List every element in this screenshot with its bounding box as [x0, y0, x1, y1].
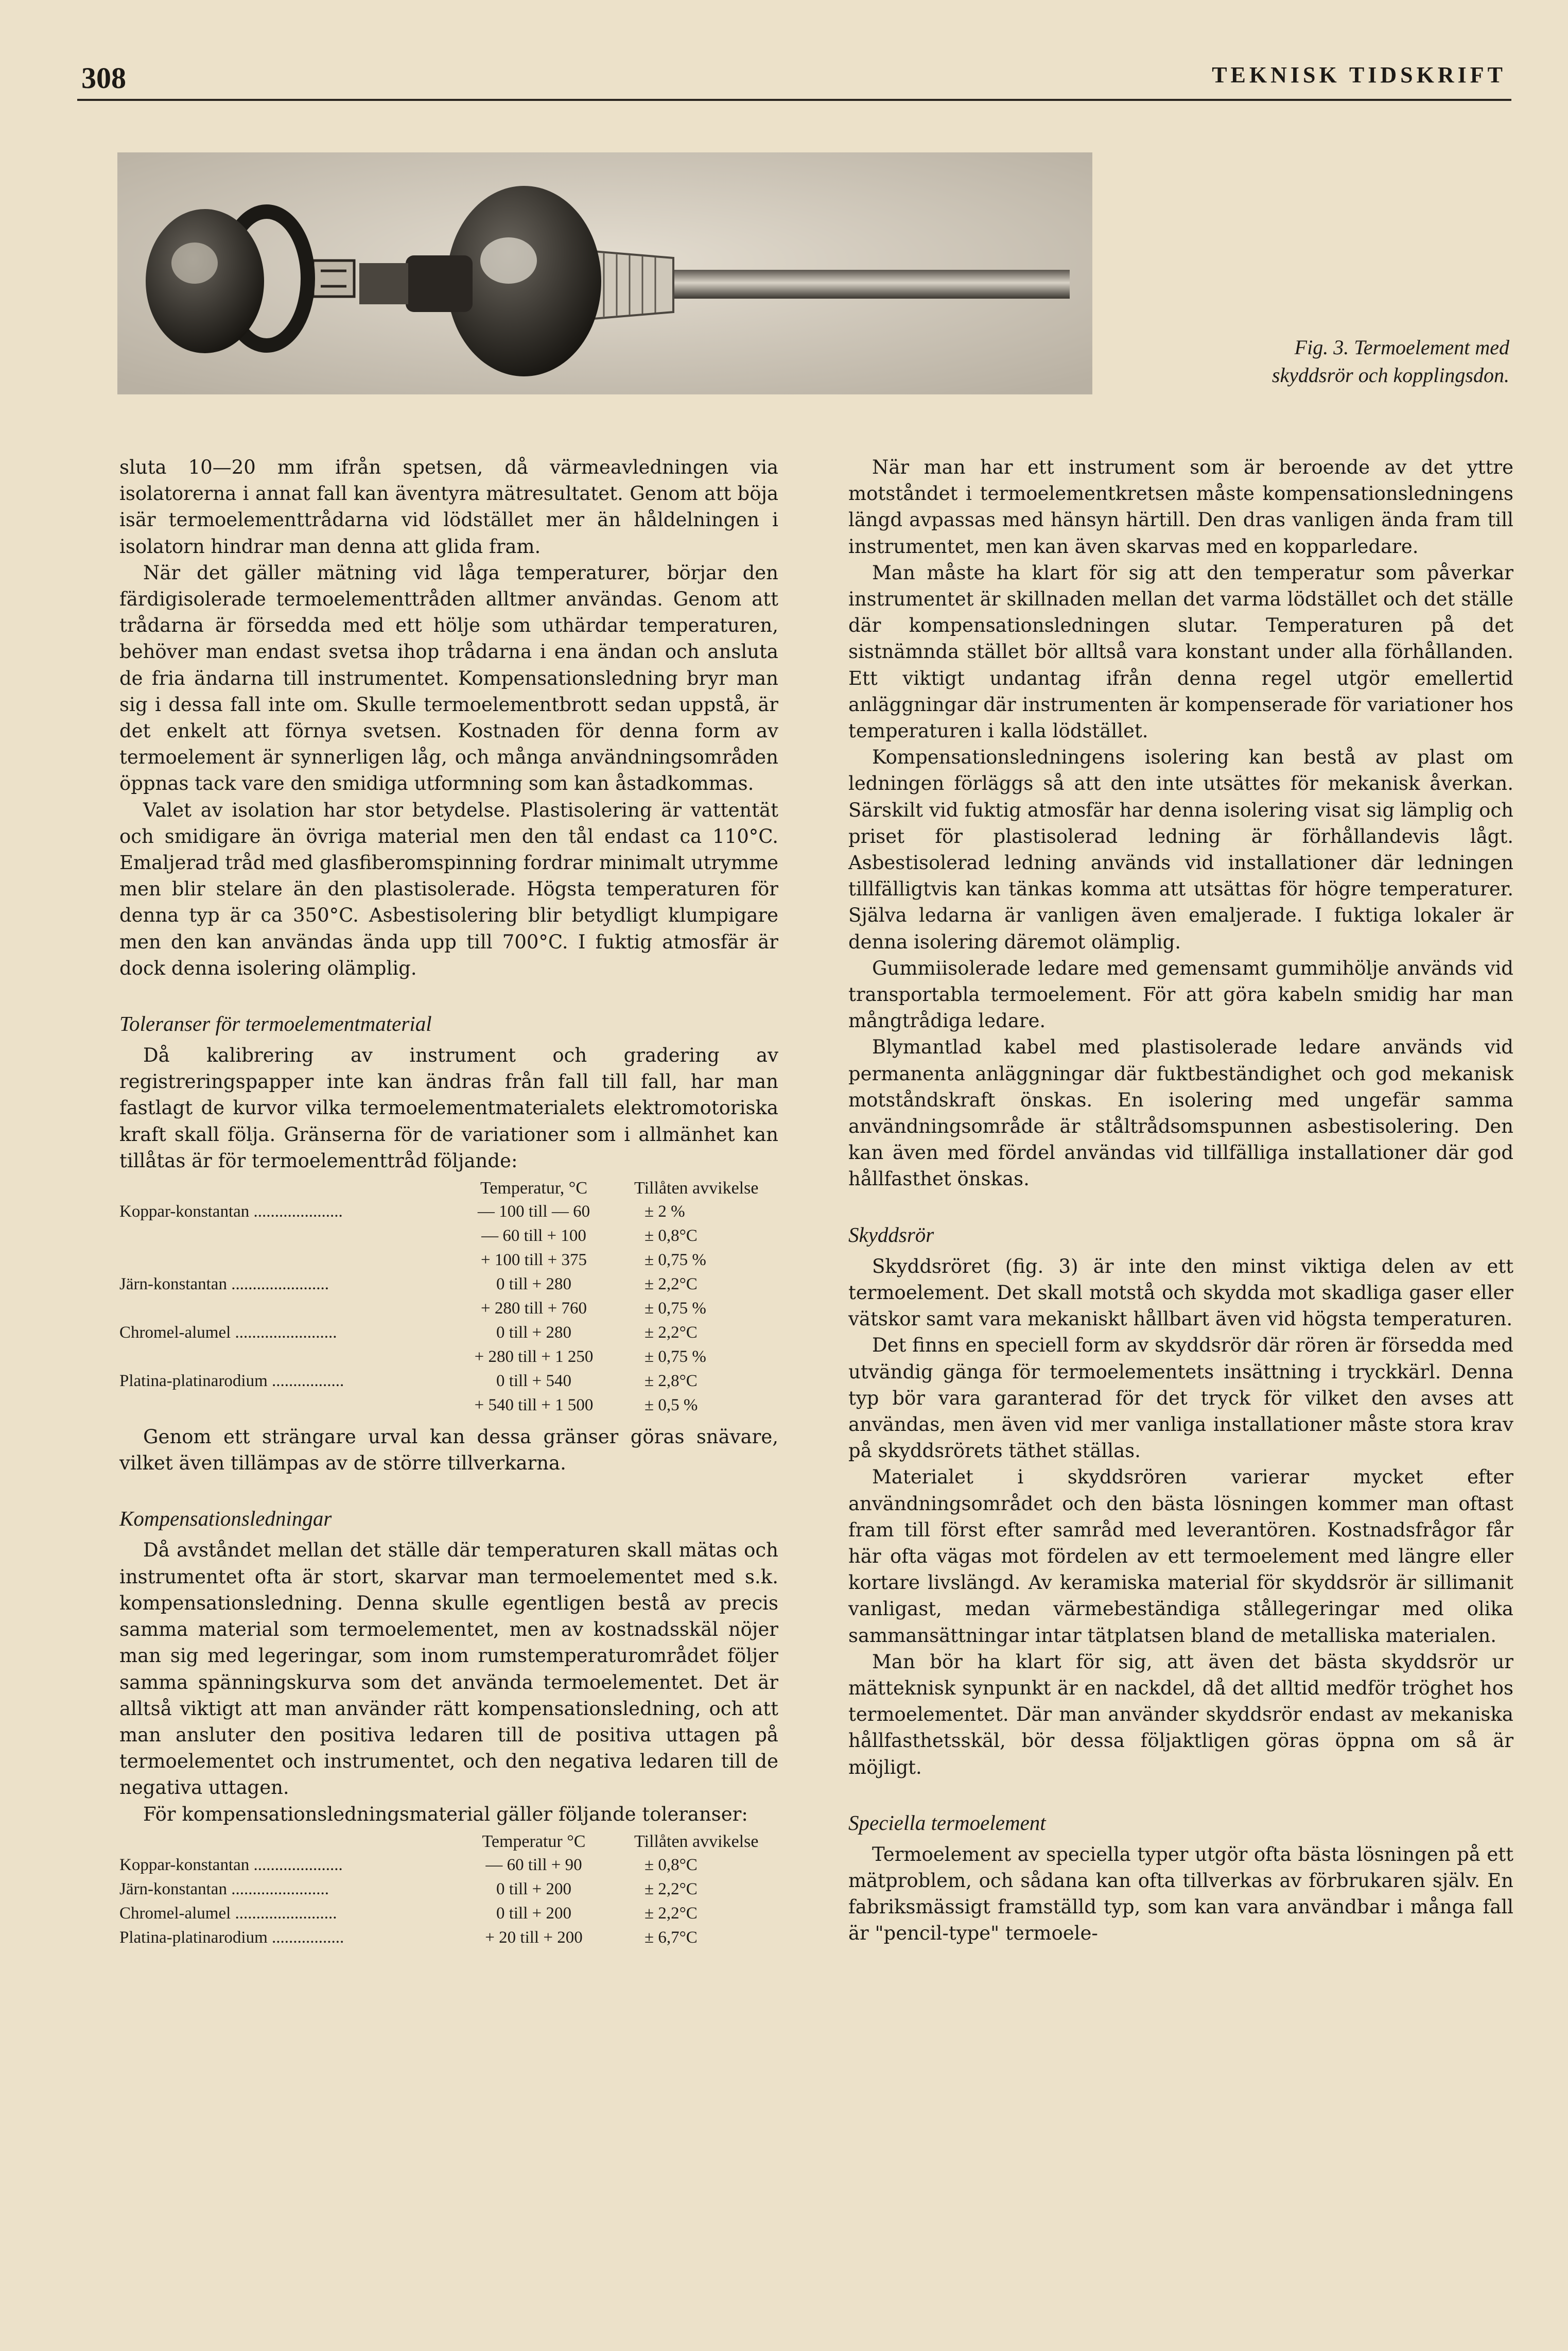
range-cell: 0 till + 200 [496, 1904, 572, 1923]
material-cell [119, 1248, 449, 1272]
range-cell: — 100 till — 60 [477, 1202, 590, 1221]
column-header-tolerance: Tillåten avvikelse [634, 1831, 759, 1851]
paragraph: Kompensationsledningens isolering kan bestå av plast om ledningen förläggs så att den inte utsättes för mekanisk åverkan. Särskilt vid fuktig atmosfär har denna isolering visat sig lämplig och priset för plastisolerad ledning är förhållandevis lågt. Asbestisolerad ledning används vid installationer där ledningen tillfälligtvis kan tänkas komma att utsättas för högre temperaturer. Själva ledarna är vanligen även emaljerade. I fuktiga lokaler är denna isolering däremot olämplig. [848, 746, 1513, 953]
section-heading: Speciella termoelement [848, 1810, 1046, 1835]
range-cell: 0 till + 540 [496, 1372, 572, 1391]
paragraph: När det gäller mätning vid låga temperaturer, börjar den färdigisolerade termoelementtråden alltmer användas. Genom att trådarna är försedda med ett hölje som uthärdar temperaturen, behöver man endast svetsa ihop trådarna i ena ändan och ansluta de fria ändarna till instrumentet. Kompensationsledning bryr man sig i dessa fall inte om. Skulle termoelementbrott sedan uppstå, är det enkelt att förnya svetsen. Kostnaden för denna form av termoelement är synnerligen låg, och många användningsområden öppnas tack vare den smidiga utformning som kan åstadkommas. [119, 561, 778, 795]
material-cell: Järn-konstantan ....................... [119, 1879, 329, 1898]
thermocouple-illustration [117, 152, 1092, 394]
column-header-temperature: Temperatur, °C [480, 1179, 588, 1198]
paragraph: När man har ett instrument som är beroende av det yttre motståndet i termoelementkretsen måste kompensationsledningens längd avpassas med hänsyn härtill. Den dras vanligen ända fram till instrumentet, men kan även skarvas med en kopparledare. [848, 456, 1513, 558]
journal-title: TEKNISK TIDSKRIFT [1212, 62, 1506, 88]
material-cell: Järn-konstantan ....................... [119, 1275, 329, 1294]
tolerance-cell: ± 6,7°C [644, 1928, 698, 1947]
range-cell: — 60 till + 100 [481, 1226, 586, 1246]
paragraph: Skyddsröret (fig. 3) är inte den minst viktiga delen av ett termoelement. Det skall motstå och skydda mot skadliga gaser eller vätskor samt vara mekaniskt hållbart även vid högsta temperaturen. [848, 1255, 1513, 1330]
material-cell [119, 1345, 449, 1369]
tolerance-cell: ± 0,8°C [644, 1226, 698, 1246]
table-header-row [119, 1833, 778, 1853]
paragraph: Valet av isolation har stor betydelse. Plastisolering är vattentät och smidigare än övriga material men den tål endast ca 110°C. Emaljerad tråd med glasfiberomspinning fordrar minimalt utrymme men blir stelare än den plastisolerade. Högsta temperaturen för denna typ är ca 350°C. Asbestisolering blir betydligt klumpigare men den kan användas ända upp till 700°C. I fuktig atmosfär är dock denna isolering olämplig. [119, 799, 778, 979]
tolerance-cell: ± 2 % [644, 1202, 685, 1221]
connector-block [406, 255, 473, 312]
table-row [119, 1853, 778, 1877]
figure-photo-thermocouple [117, 152, 1092, 394]
figure-caption-line: Fig. 3. Termoelement med [1294, 336, 1509, 359]
left-column [119, 454, 778, 1956]
column-header-tolerance: Tillåten avvikelse [634, 1179, 759, 1198]
range-cell: + 540 till + 1 500 [474, 1396, 594, 1415]
table-row [119, 1877, 778, 1901]
tolerance-cell: ± 2,8°C [644, 1372, 698, 1391]
range-cell: 0 till + 280 [496, 1323, 572, 1342]
range-cell: 0 till + 280 [496, 1275, 572, 1294]
tolerance-cell: ± 0,75 % [644, 1299, 706, 1318]
material-cell [119, 1296, 449, 1321]
paragraph: För kompensationsledningsmaterial gäller följande toleranser: [143, 1803, 748, 1825]
material-cell [119, 1224, 449, 1248]
paragraph: Genom ett strängare urval kan dessa gränser göras snävare, vilket även tillämpas av de större tillverkarna. [119, 1426, 778, 1475]
figure-caption-line: skyddsrör och kopplingsdon. [1271, 364, 1509, 387]
terminal [313, 261, 354, 297]
range-cell: + 280 till + 760 [481, 1299, 587, 1318]
paragraph: Det finns en speciell form av skyddsrör där rören är försedda med utvändig gänga för termoelementets insättning i tryckkärl. Denna typ bör vara garanterad för det tryck för vilket den avses att användas, men även vid mer vanliga installationer måste stora krav på skyddsrörets täthet ställas. [848, 1334, 1513, 1462]
tolerance-cell: ± 2,2°C [644, 1904, 698, 1923]
range-cell: + 20 till + 200 [485, 1928, 583, 1947]
table-row [119, 1926, 778, 1950]
table-row [119, 1393, 778, 1417]
tolerance-cell: ± 2,2°C [644, 1323, 698, 1342]
material-cell [119, 1393, 449, 1417]
tolerance-cell: ± 0,5 % [644, 1396, 698, 1415]
tolerance-cell: ± 0,75 % [644, 1251, 706, 1270]
section-heading: Skyddsrör [848, 1222, 934, 1247]
table-row [119, 1200, 778, 1224]
protection-tube [642, 270, 1070, 299]
paragraph: Man bör ha klart för sig, att även det bästa skyddsrör ur mätteknisk synpunkt är en nackdel, då det alltid medför tröghet hos termoelementet. Där man använder skyddsrör endast av mekaniska hållfasthetsskäl, bör dessa följaktligen göras öppna om så är möjligt. [848, 1650, 1513, 1778]
paragraph: Gummiisolerade ledare med gemensamt gummihölje används vid transportabla termoelement. För att göra kabeln smidig har man mångtrådiga ledare. [848, 957, 1513, 1032]
paragraph: Då kalibrering av instrument och gradering av registreringspapper inte kan ändras från fall till fall, har man fastlagt de kurvor vilka termoelementmaterialets elektromotoriska kraft skall följa. Gränserna för de variationer som i allmänhet kan tillåtas är för termoelementtråd följande: [119, 1044, 778, 1172]
paragraph: sluta 10—20 mm ifrån spetsen, då värmeavledningen via isolatorerna i annat fall kan äventyra mätresultatet. Genom att böja isär termoelementtrådarna vid lödstället mer än håldelningen i isolatorn hindrar man denna att glida fram. [119, 456, 778, 558]
tolerance-table-compensation-wire [119, 1833, 778, 1950]
right-column [848, 454, 1513, 1947]
range-cell: — 60 till + 90 [485, 1855, 582, 1874]
material-cell: Chromel-alumel ........................ [119, 1323, 337, 1342]
table-row [119, 1345, 778, 1369]
table-row [119, 1272, 778, 1296]
table-row [119, 1321, 778, 1345]
paragraph: Blymantlad kabel med plastisolerade ledare används vid permanenta anläggningar där fuktbeständighet och god mekanisk motståndskraft önskas. En isolering med ungefär samma användningsområde är ståltrådsomspunnen asbestisolering. Den kan även med fördel användas vid tillfälliga installationer där god hållfasthet önskas. [848, 1036, 1513, 1190]
paragraph: Materialet i skyddsrören varierar mycket efter användningsområdet och den bästa lösningen kommer man oftast fram till först efter samråd med leverantören. Kostnadsfrågor får här ofta vägas mot fördelen av ett termoelement med längre eller kortare livslängd. Av keramiska material för skyddsrör är sillimanit vanligast, medan värmebeständiga stållegeringar med olika sammansättningar intar tätplatsen bland de metalliska materialen. [848, 1466, 1513, 1647]
range-cell: + 280 till + 1 250 [474, 1347, 594, 1367]
range-cell: + 100 till + 375 [481, 1251, 587, 1270]
figure-caption [1139, 334, 1509, 389]
material-cell: Koppar-konstantan ..................... [119, 1202, 343, 1221]
table-row [119, 1296, 778, 1321]
tolerance-cell: ± 0,8°C [644, 1855, 698, 1874]
table-row [119, 1369, 778, 1393]
section-heading: Toleranser för termoelementmaterial [119, 1012, 432, 1036]
table-row [119, 1901, 778, 1926]
table-header-row [119, 1179, 778, 1200]
header-rule [77, 99, 1511, 101]
range-cell: 0 till + 200 [496, 1879, 572, 1898]
material-cell: Platina-platinarodium ................. [119, 1928, 344, 1947]
paragraph: Man måste ha klart för sig att den temperatur som påverkar instrumentet är skillnaden mellan det varma lödstället och det ställe där kompensationsledningen slutar. Temperaturen på det sistnämnda stället bör alltså vara konstant under alla förhållanden. Ett viktigt undantag ifrån denna regel utgör emellertid anläggningar där instrumenten är kompenserade för variationer hos temperaturen i kalla lödstället. [848, 561, 1513, 742]
tolerance-cell: ± 2,2°C [644, 1879, 698, 1898]
material-cell: Platina-platinarodium ................. [119, 1372, 344, 1391]
table-row [119, 1248, 778, 1272]
paragraph: Då avståndet mellan det ställe där temperaturen skall mätas och instrumentet ofta är stort, skarvar man termoelementet med s.k. kompensationsledning. Denna skulle egentligen bestå av precis samma material som termoelementet, men av kostnadsskäl nöjer man sig med legeringar, som inom rumstemperaturområdet följer samma spänningskurva som det använda termoelementet. Det är alltså viktigt att man använder rätt kompensationsledning, och att man ansluter den positiva ledaren till de positiva uttagen på termoelementet och instrumentet, och den negativa ledaren till de negativa uttagen. [119, 1539, 778, 1799]
tolerance-cell: ± 2,2°C [644, 1275, 698, 1294]
material-cell: Chromel-alumel ........................ [119, 1904, 337, 1923]
tolerance-table-thermocouple-wire [119, 1179, 778, 1417]
column-header-temperature: Temperatur °C [482, 1831, 586, 1851]
material-cell: Koppar-konstantan ..................... [119, 1855, 343, 1874]
section-heading: Kompensationsledningar [119, 1507, 332, 1531]
page-number: 308 [81, 61, 126, 95]
tolerance-cell: ± 0,75 % [644, 1347, 706, 1367]
paragraph: Termoelement av speciella typer utgör ofta bästa lösningen på ett mätproblem, och sådana kan ofta tillverkas av förbrukaren själv. En fabriksmässigt framställd typ, som kan vara användbar i många fall är "pencil-type" termoele- [848, 1843, 1513, 1945]
table-row [119, 1224, 778, 1248]
